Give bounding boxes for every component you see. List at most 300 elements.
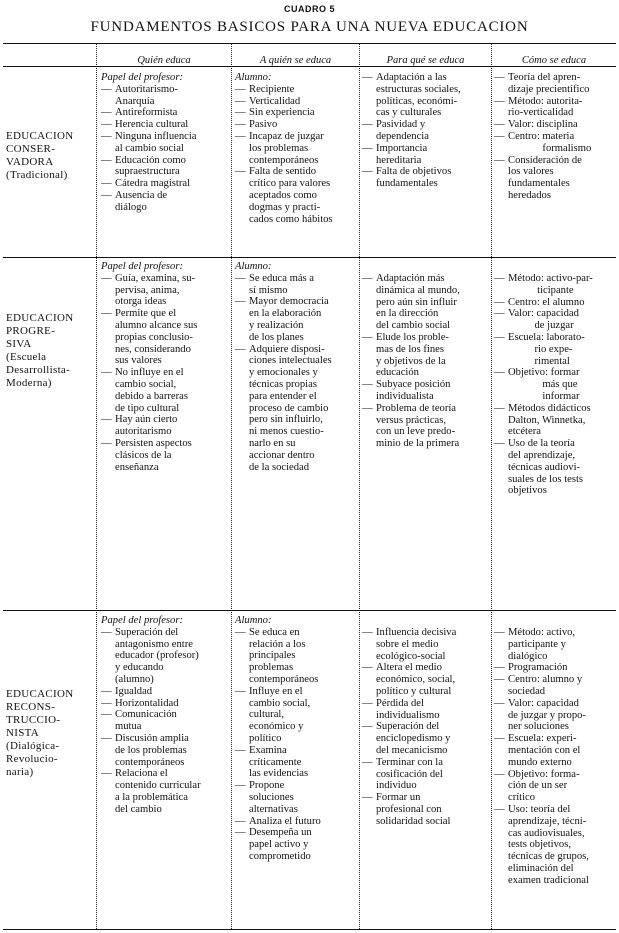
- list-item-line: ner soluciones: [508, 721, 569, 733]
- list-item-line: principales: [249, 650, 296, 662]
- list-item-line: Métodos didácticos: [508, 402, 591, 414]
- column-header-para-que: Para qué se educa: [386, 55, 465, 66]
- list-item-line: problemas: [249, 662, 294, 674]
- list-item-line: Centro: alumno y: [508, 674, 583, 686]
- list-item-line: Comunicación: [115, 709, 177, 721]
- list-item: [494, 627, 616, 662]
- list-item-line: hereditaria: [376, 154, 422, 166]
- row-label-progresiva: [6, 312, 94, 390]
- list-item-line: Discusión amplia: [115, 732, 189, 744]
- list-item-line: contemporáneos: [249, 154, 319, 166]
- row-name-line: CONSER-: [6, 143, 56, 155]
- list-item: [235, 296, 359, 343]
- list-item-line: de juzgar y propo-: [508, 709, 586, 721]
- list-item-line: minio de la primera: [376, 438, 460, 450]
- row-name-line: RECONS-: [6, 701, 56, 713]
- list-item-line: Valor: disciplina: [508, 119, 578, 131]
- list-item-line: heredados: [508, 189, 551, 201]
- list-item-line: Terminar con la: [376, 756, 443, 768]
- list-item-line: cambio social,: [115, 378, 177, 390]
- list-item: [494, 804, 616, 887]
- list-item-line: al cambio social: [115, 142, 184, 154]
- list-item-line: Dalton, Winnetka,: [508, 414, 586, 426]
- list-item: [235, 745, 359, 780]
- list-item: [101, 308, 231, 367]
- header-divider: [3, 66, 616, 67]
- list-item-line: Método: autorita-: [508, 95, 583, 107]
- list-item-line: Falta de sentido: [249, 166, 317, 178]
- list-item: [101, 273, 231, 308]
- list-item-line: diálogo: [115, 201, 147, 213]
- list-item-line: Centro: materia: [508, 130, 575, 142]
- list-item-line: Adquiere disposi-: [249, 343, 325, 355]
- list-item: [494, 662, 616, 674]
- list-item-line: contemporáneos: [249, 673, 319, 685]
- list-item: [101, 686, 231, 698]
- list-item-line: relación a los: [249, 638, 306, 650]
- table-label: CUADRO 5: [283, 4, 335, 14]
- list-item-line: Superación del: [115, 626, 179, 638]
- list-item-line: etcétera: [508, 426, 541, 438]
- list-item: [362, 332, 491, 379]
- list-item-line: rimental: [508, 355, 570, 367]
- list-item: [235, 166, 359, 225]
- row-name-line: EDUCACION: [6, 688, 74, 700]
- list-item: [235, 96, 359, 108]
- list-item-line: pervisa, anima,: [115, 284, 180, 296]
- list-item-line: pero sin influirlo,: [249, 414, 323, 426]
- row-name-line: EDUCACION: [6, 312, 74, 324]
- list-item: [101, 119, 231, 131]
- list-item-line: Uso de la teoría: [508, 438, 575, 450]
- list-item-line: autoritarismo: [115, 426, 172, 438]
- list-item: [362, 143, 491, 167]
- list-item: [494, 273, 616, 297]
- list-item: [101, 367, 231, 414]
- list-item-line: suales de los tests: [508, 473, 584, 485]
- list-item: [235, 816, 359, 828]
- list-item-line: más que: [508, 379, 578, 391]
- cell-quien: [101, 72, 231, 214]
- list-item-line: Incapaz de juzgar: [249, 130, 324, 142]
- list-item-line: sociedad: [508, 685, 546, 697]
- column-header-como: Cómo se educa: [521, 55, 587, 66]
- cell-quien: [101, 261, 231, 473]
- list-item-line: Escuela: laborato-: [508, 331, 585, 343]
- row-subtitle-line: Revolucio-: [6, 753, 58, 765]
- list-item-line: Relaciona el: [115, 768, 168, 780]
- cell-heading: Papel del profesor:: [101, 72, 183, 83]
- list-item-line: supraestructura: [115, 166, 180, 178]
- list-item-line: fundamentales: [376, 178, 438, 190]
- list-item-line: Mayor democracia: [249, 296, 329, 308]
- list-item-line: informar: [508, 390, 580, 402]
- list-item-line: en la dirección: [376, 308, 439, 320]
- list-item-line: Problema de teoría: [376, 402, 457, 414]
- list-item-line: Hay aún cierto: [115, 414, 178, 426]
- list-item-line: de tipo cultural: [115, 402, 180, 414]
- list-item-line: Formar un: [376, 792, 421, 804]
- list-item: [362, 698, 491, 722]
- cell-quien: [101, 615, 231, 816]
- list-item-line: profesional con: [376, 803, 442, 815]
- list-item-line: políticas, económi-: [376, 95, 458, 107]
- list-item-line: Horizontalidad: [115, 697, 179, 709]
- list-item-line: político y cultural: [376, 685, 452, 697]
- list-item-line: y objetivos de la: [376, 355, 446, 367]
- row-name-line: PROGRE-: [6, 325, 56, 337]
- list-item-line: y emocionales y: [249, 367, 318, 379]
- list-item-line: educación: [376, 367, 419, 379]
- row-name-line: VADORA: [6, 156, 54, 168]
- list-item-line: Pasivo: [249, 119, 278, 131]
- list-item: [101, 768, 231, 815]
- list-item-line: a la problemática: [115, 791, 188, 803]
- list-item-line: Uso: teoría del: [508, 803, 571, 815]
- list-item-line: Adaptación a las: [376, 72, 447, 83]
- list-item-line: cas audiovisuales,: [508, 827, 585, 839]
- list-item-line: dependencia: [376, 130, 429, 142]
- list-item-line: participante y: [508, 638, 566, 650]
- list-item-line: Valor: capacidad: [508, 697, 579, 709]
- list-item-line: examen tradicional: [508, 874, 589, 886]
- list-item-line: Antireformista: [115, 107, 178, 119]
- list-item-line: cados como hábitos: [249, 213, 333, 225]
- row-subtitle-line: (Dialógica-: [6, 740, 60, 752]
- list-item-line: Objetivo: forma-: [508, 768, 580, 780]
- list-item-line: y educando: [115, 662, 164, 674]
- list-item-line: para entender el: [249, 390, 317, 402]
- list-item-line: alternativas: [249, 803, 298, 815]
- list-item: [494, 332, 616, 367]
- list-item: [362, 403, 491, 450]
- list-item-line: formalismo: [508, 142, 592, 154]
- list-item-line: ción de un ser: [508, 780, 568, 792]
- list-item-line: Verticalidad: [249, 95, 301, 107]
- cell-para-que: [362, 273, 491, 450]
- list-item-line: clásicos de la: [115, 449, 172, 461]
- cell-heading: Alumno:: [235, 72, 272, 83]
- list-item-line: dogmas y practi-: [249, 201, 321, 213]
- list-item: [494, 698, 616, 733]
- list-item-line: mentación con el: [508, 744, 581, 756]
- list-item: [235, 119, 359, 131]
- list-item-line: Examina: [249, 744, 287, 756]
- list-item: [362, 627, 491, 662]
- list-item-line: Propone: [249, 780, 285, 792]
- list-item-line: estructuras sociales,: [376, 83, 461, 95]
- list-item-line: Igualdad: [115, 685, 153, 697]
- list-item-line: Valor: capacidad: [508, 308, 579, 320]
- cell-a-quien: [235, 261, 359, 473]
- list-item-line: Falta de objetivos: [376, 166, 452, 178]
- list-item-line: Superación del: [376, 721, 440, 733]
- list-item-line: Subyace posición: [376, 379, 451, 391]
- list-item-line: Herencia cultural: [115, 119, 189, 131]
- column-divider: [491, 44, 492, 929]
- cell-como: [494, 72, 616, 202]
- list-item-line: Altera el medio: [376, 662, 442, 674]
- list-item: [494, 733, 616, 768]
- list-item-line: dizaje precientífico: [508, 83, 590, 95]
- list-item-line: No influye en el: [115, 367, 184, 379]
- list-item: [235, 84, 359, 96]
- list-item: [494, 72, 616, 96]
- list-item: [494, 96, 616, 120]
- list-item-line: los problemas: [249, 142, 309, 154]
- list-item: [235, 131, 359, 166]
- list-item-line: sus valores: [115, 355, 162, 367]
- list-item-line: Autoritarismo-: [115, 83, 178, 95]
- list-item-line: Teoría del apren-: [508, 72, 581, 83]
- list-item-line: alumno alcance sus: [115, 319, 198, 331]
- list-item: [362, 662, 491, 697]
- list-item: [101, 733, 231, 768]
- list-item: [235, 780, 359, 815]
- column-header-a-quien: A quién se educa: [259, 55, 332, 66]
- cell-como: [494, 627, 616, 887]
- list-item-line: contemporáneos: [115, 756, 185, 768]
- list-item-line: los valores: [508, 166, 554, 178]
- list-item-line: Importancia: [376, 142, 428, 154]
- list-item-line: ticipante: [508, 284, 574, 296]
- list-item: [101, 709, 231, 733]
- list-item-line: político: [249, 732, 282, 744]
- list-item-line: del cambio social: [376, 320, 451, 332]
- list-item-line: enseñanza: [115, 461, 159, 473]
- list-item-line: Método: activo,: [508, 627, 576, 638]
- list-item-line: eliminación del: [508, 862, 574, 874]
- list-item-line: Consideración de: [508, 154, 582, 166]
- list-item-line: en la elaboración: [249, 308, 322, 320]
- list-item: [362, 721, 491, 756]
- list-item-line: ecológico-social: [376, 650, 446, 662]
- list-item: [235, 107, 359, 119]
- list-item-line: debido a barreras: [115, 390, 188, 402]
- list-item: [101, 107, 231, 119]
- list-item: [494, 367, 616, 402]
- list-item-line: Sin experiencia: [249, 107, 315, 119]
- list-item: [101, 178, 231, 190]
- list-item-line: de la sociedad: [249, 461, 310, 473]
- list-item-line: sobre el medio: [376, 638, 439, 650]
- list-item-line: Persisten aspectos: [115, 437, 192, 449]
- list-item: [101, 190, 231, 214]
- cell-a-quien: [235, 72, 359, 225]
- list-item-line: con un leve predo-: [376, 426, 456, 438]
- list-item-line: pero aún sin influir: [376, 296, 457, 308]
- list-item-line: Se educa más a: [249, 272, 315, 284]
- list-item: [362, 273, 491, 332]
- list-item: [362, 757, 491, 792]
- list-item-line: objetivos: [508, 485, 547, 497]
- list-item-line: Desempeña un: [249, 827, 312, 839]
- list-item-line: fundamentales: [508, 178, 570, 190]
- list-item-line: Objetivo: formar: [508, 367, 580, 379]
- column-divider: [96, 44, 97, 929]
- row-subtitle-line: (Tradicional): [6, 169, 68, 181]
- list-item: [362, 72, 491, 119]
- list-item-line: comprometido: [249, 850, 311, 862]
- row-label-reconstruccionista: [6, 688, 94, 779]
- row-name-line: NISTA: [6, 727, 40, 739]
- list-item-line: Adaptación más: [376, 273, 445, 284]
- column-divider: [231, 44, 232, 929]
- list-item-line: Se educa en: [249, 626, 300, 638]
- list-item: [235, 344, 359, 474]
- list-item: [101, 155, 231, 179]
- list-item-line: Recipiente: [249, 83, 295, 95]
- list-item-line: Centro: el alumno: [508, 296, 585, 308]
- list-item-line: Influye en el: [249, 685, 303, 697]
- row-subtitle-line: (Escuela: [6, 351, 47, 363]
- list-item-line: Pérdida del: [376, 697, 424, 709]
- cell-heading: Alumno:: [235, 615, 272, 626]
- list-item-line: de los planes: [249, 331, 304, 343]
- list-item-line: Anarquía: [115, 95, 155, 107]
- list-item: [494, 131, 616, 155]
- list-item-line: ciones intelectuales: [249, 355, 332, 367]
- list-item-line: de juzgar: [508, 320, 574, 332]
- list-item-line: individualismo: [376, 709, 440, 721]
- list-item-line: cosificación del: [376, 768, 443, 780]
- list-item-line: Programación: [508, 662, 568, 674]
- list-item-line: mundo externo: [508, 756, 572, 768]
- fundamentos-table: [3, 43, 616, 930]
- list-item-line: rio-verticalidad: [508, 107, 574, 119]
- list-item: [494, 119, 616, 131]
- cell-para-que: [362, 72, 491, 190]
- list-item-line: Pasividad y: [376, 119, 426, 131]
- list-item: [235, 827, 359, 862]
- list-item: [101, 131, 231, 155]
- list-item-line: enciclopedismo y: [376, 733, 451, 745]
- row-subtitle-line: naria): [6, 766, 34, 778]
- list-item-line: nes, considerando: [115, 343, 191, 355]
- list-item-line: del cambio: [115, 803, 162, 815]
- list-item-line: individualista: [376, 390, 434, 402]
- list-item-line: crítico: [508, 792, 536, 804]
- list-item-line: otorga ideas: [115, 296, 167, 308]
- list-item: [235, 627, 359, 686]
- list-item-line: papel activo y: [249, 839, 309, 851]
- list-item-line: cambio social,: [249, 697, 311, 709]
- row-divider: [3, 257, 616, 258]
- list-item-line: propias conclusio-: [115, 331, 193, 343]
- list-item: [362, 379, 491, 403]
- row-divider: [3, 610, 616, 611]
- list-item-line: económico, social,: [376, 674, 456, 686]
- list-item: [494, 438, 616, 497]
- list-item-line: accionar dentro: [249, 449, 315, 461]
- list-item: [235, 686, 359, 745]
- list-item-line: Ninguna influencia: [115, 130, 197, 142]
- row-name-line: EDUCACION: [6, 130, 74, 142]
- list-item-line: crítico para valores: [249, 178, 331, 190]
- list-item-line: Elude los proble-: [376, 331, 449, 343]
- list-item-line: soluciones: [249, 791, 294, 803]
- list-item-line: Permite que el: [115, 308, 177, 320]
- list-item-line: las evidencias: [249, 768, 309, 780]
- list-item-line: sí mismo: [249, 284, 288, 296]
- list-item: [494, 769, 616, 804]
- cell-para-que: [362, 627, 491, 828]
- list-item-line: aprendizaje, técni-: [508, 815, 587, 827]
- list-item-line: ni menos cuestio-: [249, 426, 324, 438]
- list-item: [362, 166, 491, 190]
- row-name-line: SIVA: [6, 338, 32, 350]
- list-item-line: Influencia decisiva: [376, 627, 457, 638]
- list-item-line: Ausencia de: [115, 189, 168, 201]
- list-item: [101, 698, 231, 710]
- list-item-line: críticamente: [249, 756, 302, 768]
- list-item: [494, 308, 616, 332]
- list-item: [494, 674, 616, 698]
- cell-heading: Papel del profesor:: [101, 615, 183, 626]
- list-item: [494, 297, 616, 309]
- list-item: [494, 155, 616, 202]
- list-item-line: Escuela: experi-: [508, 733, 577, 745]
- list-item-line: cultural,: [249, 709, 285, 721]
- cell-heading: Alumno:: [235, 261, 272, 272]
- list-item-line: proceso de cambio: [249, 402, 329, 414]
- list-item-line: del aprendizaje,: [508, 449, 576, 461]
- cell-heading: Papel del profesor:: [101, 261, 183, 272]
- row-subtitle-line: Moderna): [6, 377, 52, 389]
- list-item-line: de los problemas: [115, 744, 187, 756]
- list-item-line: Educación como: [115, 154, 186, 166]
- list-item-line: educador (profesor): [115, 650, 199, 662]
- row-label-conservadora: [6, 130, 94, 182]
- list-item: [101, 438, 231, 473]
- list-item-line: aceptados como: [249, 189, 317, 201]
- list-item: [362, 792, 491, 827]
- list-item-line: solidaridad social: [376, 815, 451, 827]
- list-item: [494, 403, 616, 438]
- list-item-line: contenido curricular: [115, 780, 201, 792]
- list-item-line: Método: activo-par-: [508, 273, 593, 284]
- list-item: [101, 84, 231, 108]
- table-title: FUNDAMENTOS BASICOS PARA UNA NUEVA EDUCACION: [90, 19, 529, 35]
- column-header-quien: Quién educa: [137, 55, 191, 66]
- list-item-line: cas y culturales: [376, 107, 442, 119]
- list-item-line: Guía, examina, su-: [115, 272, 196, 284]
- list-item-line: económico y: [249, 721, 304, 733]
- list-item-line: dinámica al mundo,: [376, 284, 460, 296]
- list-item-line: Cátedra magistral: [115, 178, 191, 190]
- list-item-line: antagonismo entre: [115, 638, 193, 650]
- list-item-line: técnicas audiovi-: [508, 461, 581, 473]
- list-item-line: técnicas de grupos,: [508, 851, 589, 863]
- cell-como: [494, 273, 616, 497]
- list-item: [101, 414, 231, 438]
- list-item-line: individuo: [376, 780, 417, 792]
- list-item: [362, 119, 491, 143]
- list-item-line: rio expe-: [508, 343, 573, 355]
- list-item-line: dialógico: [508, 650, 548, 662]
- list-item-line: tests objetivos,: [508, 839, 571, 851]
- list-item-line: técnicas propias: [249, 378, 317, 390]
- list-item-line: narlo en su: [249, 437, 296, 449]
- list-item: [101, 627, 231, 686]
- list-item: [235, 273, 359, 297]
- list-item-line: mas de los fines: [376, 343, 444, 355]
- list-item-line: mutua: [115, 721, 142, 733]
- list-item-line: (alumno): [115, 673, 154, 685]
- list-item-line: y realización: [249, 319, 304, 331]
- row-name-line: TRUCCIO-: [6, 714, 61, 726]
- cell-a-quien: [235, 615, 359, 863]
